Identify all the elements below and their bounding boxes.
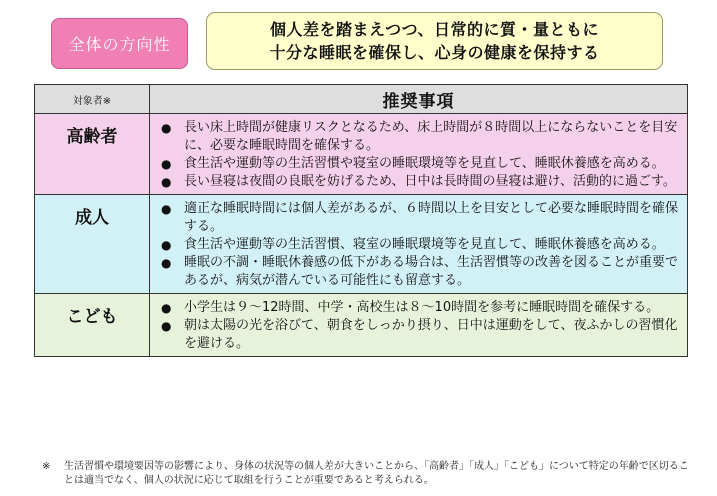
list-item [158,119,679,155]
item-text: 朝は太陽の光を浴びて、朝食をしっかり摂り、日中は運動をして、夜ふかしの習慣化を避ける。 [184,318,678,351]
table-row-child [35,294,688,357]
item-text: 睡眠の不調・睡眠休養感の低下がある場合は、生活習慣等の改善を図ることが重要であるが、病気が潜んでいる可能性にも留意する。 [184,255,679,288]
list-item [158,173,679,191]
item-text: 食生活や運動等の生活習慣や寝室の睡眠環境等を見直して、睡眠休養感を高める。 [184,156,665,171]
list-item [158,317,679,353]
bullet-icon: ● [161,121,172,135]
target-label-adult: 成人 [35,195,150,294]
recommendation-cell-elderly [150,114,688,195]
bullet-icon: ● [161,157,172,171]
list-item [158,254,679,290]
direction-summary [206,12,663,70]
target-label-elderly: 高齢者 [35,114,150,195]
bullet-icon: ● [161,202,172,216]
item-text: 適正な睡眠時間には個人差があるが、６時間以上を目安として必要な睡眠時間を確保する。 [184,201,679,234]
item-text: 長い床上時間が健康リスクとなるため、床上時間が８時間以上にならないことを目安に、必要な睡眠時間を確保する。 [184,120,678,153]
table-row-adult [35,195,688,294]
summary-line-2: 十分な睡眠を確保し、心身の健康を保持する [269,43,600,62]
footnote-mark: ※ [42,461,51,472]
bullet-icon: ● [161,238,172,252]
bullet-icon: ● [161,175,172,189]
target-label-child: こども [35,294,150,357]
footnote-text: 生活習慣や環境要因等の影響により、身体の状況等の個人差が大きいことから、「高齢者」「成人」「こども」について特定の年齢で区切ることは適当でなく、個人の状況に応じて取組を行うことが重要であると考えられる。 [64,461,689,486]
footnote [42,460,692,488]
recommendation-table [34,84,688,357]
target-column-header: 対象者※ [35,85,150,114]
bullet-icon: ● [161,301,172,315]
recommendation-cell-child [150,294,688,357]
list-item [158,236,679,254]
summary-line-1: 個人差を踏まえつつ、日常的に質・量ともに [269,20,600,39]
direction-badge: 全体の方向性 [51,18,188,69]
list-item [158,155,679,173]
item-text: 食生活や運動等の生活習慣、寝室の睡眠環境等を見直して、睡眠休養感を高める。 [184,237,665,252]
table-header-row [35,85,688,114]
recommendation-column-header: 推奨事項 [150,85,688,114]
item-text: 小学生は９～12時間、中学・高校生は８～10時間を参考に睡眠時間を確保する。 [184,300,660,315]
bullet-icon: ● [161,256,172,270]
list-item [158,299,679,317]
item-text: 長い昼寝は夜間の良眠を妨げるため、日中は長時間の昼寝は避け、活動的に過ごす。 [184,174,676,189]
list-item [158,200,679,236]
recommendation-cell-adult [150,195,688,294]
bullet-icon: ● [161,319,172,333]
table-row-elderly [35,114,688,195]
